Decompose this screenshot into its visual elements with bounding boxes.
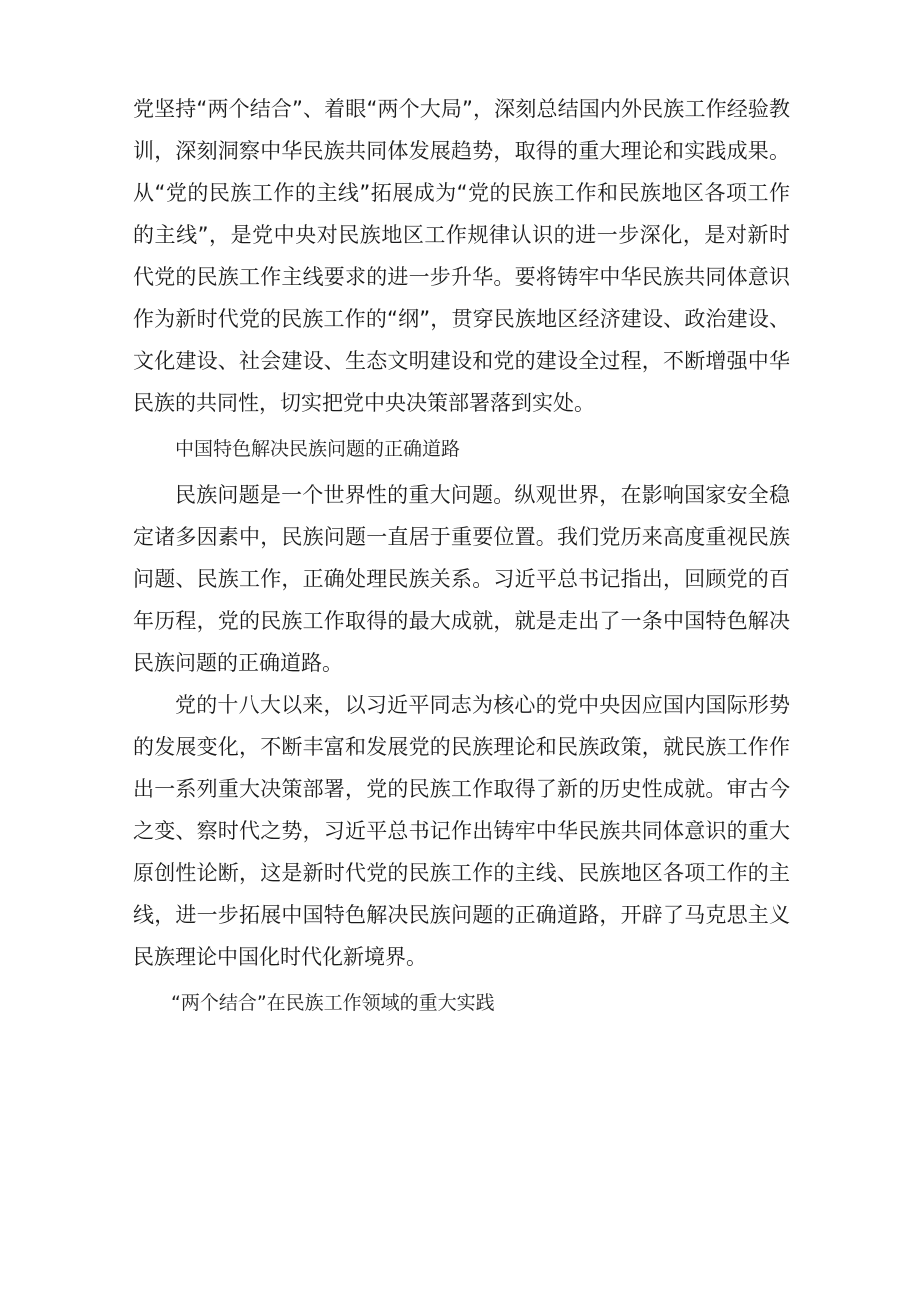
section-heading-correct-path: 中国特色解决民族问题的正确道路 <box>175 438 461 460</box>
document-body <box>133 88 790 1028</box>
paragraph-ethnic-issue: 民族问题是一个世界性的重大问题。纵观世界，在影响国家安全稳定诸多因素中，民族问题一直居于重要位置。我们党历来高度重视民族问题、民族工作，正确处理民族关系。习近平总书记指出，回顾党的百年历程，党的民族工作取得的最大成就，就是走出了一条中国特色解决民族问题的正确道路。 <box>133 483 790 675</box>
paragraph-since-18th-congress: 党的十八大以来，以习近平同志为核心的党中央因应国内国际形势的发展变化，不断丰富和发展党的民族理论和民族政策，就民族工作作出一系列重大决策部署，党的民族工作取得了新的历史性成就。审古今之变、察时代之势，习近平总书记作出铸牢中华民族共同体意识的重大原创性论断，这是新时代党的民族工作的主线、民族地区各项工作的主线，进一步拓展中国特色解决民族问题的正确道路，开辟了马克思主义民族理论中国化时代化新境界。 <box>133 693 790 969</box>
section-heading-two-combinations: “两个结合”在民族工作领域的重大实践 <box>171 992 495 1014</box>
paragraph-continued: 党坚持“两个结合”、着眼“两个大局”，深刻总结国内外民族工作经验教训，深刻洞察中华民族共同体发展趋势，取得的重大理论和实践成果。从“党的民族工作的主线”拓展成为“党的民族工作和民族地区各项工作的主线”，是党中央对民族地区工作规律认识的进一步深化，是对新时代党的民族工作主线要求的进一步升华。要将铸牢中华民族共同体意识作为新时代党的民族工作的“纲”，贯穿民族地区经济建设、政治建设、文化建设、社会建设、生态文明建设和党的建设全过程，不断增强中华民族的共同性，切实把党中央决策部署落到实处。 <box>133 97 790 415</box>
